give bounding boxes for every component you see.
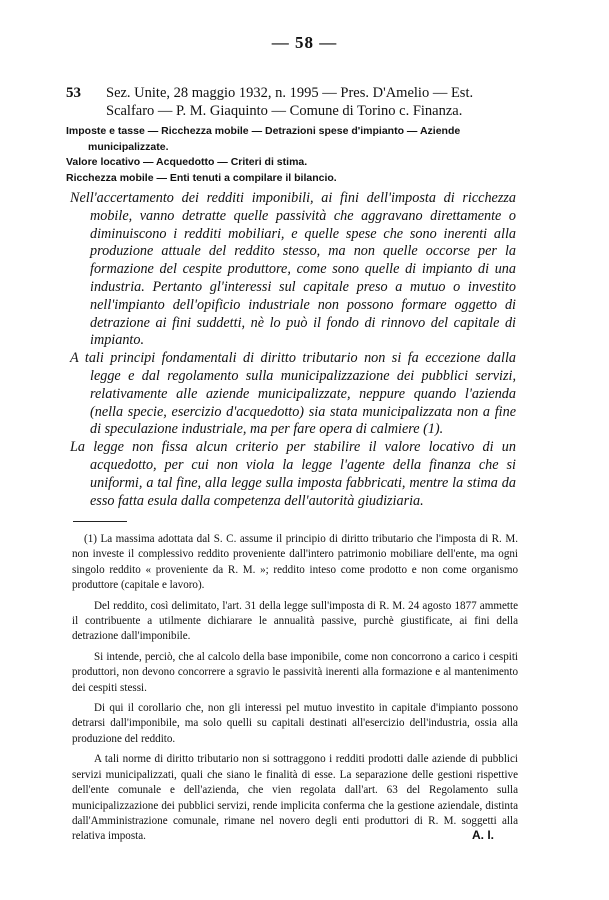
footnote-paragraph: Di qui il corollario che, non gli interessi pel mutuo investito in capitale d'impianto possono detrarsi dall'imponibile, ma solo quelli su capitali destinati all'esercizio dell'industria, ossia alla produzione del reddito. <box>72 702 518 745</box>
case-header-line-1: Sez. Unite, 28 maggio 1932, n. 1995 — Pres. D'Amelio — Est. <box>106 85 474 101</box>
subject-heading: Valore locativo — Acquedotto — Criteri di stima. <box>66 156 308 168</box>
footnote-paragraph: A tali norme di diritto tributario non si sottraggono i redditi prodotti dalle aziende di pubblici servizi municipalizzati, quali che siano le finalità di esse. La separazione delle gestioni rispettive dell'ente comunale e dell'azienda, che vien regolata dall'art. 63 del Regolamento sulla municipalizzazione dei pubblici servizi, rende implicita conferma che la gestione aziendale, distinta dall'Amministrazione comunale, rimane nel novero degli enti produttori di R. M. soggetti alla relativa imposta. <box>72 753 518 843</box>
subject-headings <box>66 124 526 186</box>
case-header-line-2: Scalfaro — P. M. Giaquinto — Comune di Torino c. Finanza. <box>106 103 463 119</box>
footnotes <box>72 532 518 850</box>
maxim-paragraph: La legge non fissa alcun criterio per stabilire il valore locativo di un acquedotto, per cui non viola la legge l'agente della finanza che si uniformi, a tal fine, alla legge sulla imposta fabbricati, mentre la stima da esso fatta esula dalla competenza dell'autorità giudiziaria. <box>70 439 516 509</box>
footnote-divider <box>73 521 127 522</box>
footnote-paragraph: Del reddito, così delimitato, l'art. 31 della legge sull'imposta di R. M. 24 agosto 1877 ammette il contribuente a utilmente dichiarare le annualità passive, purchè giustificate, ai fini della detrazione dall'imponibile. <box>72 599 518 643</box>
page-number: — 58 — <box>271 33 338 52</box>
case-header <box>66 84 526 120</box>
footnote-paragraph: (1) La massima adottata dal S. C. assume il principio di diritto tributario che l'imposta di R. M. non investe il complessivo reddito proveniente dall'intero patrimonio mobiliare dell'ente, ma ogni singolo reddito « proveniente da R. M. »; reddito inteso come prodotto e non come organismo produttore (capitale e lavoro). <box>72 533 518 592</box>
maxims <box>70 190 516 510</box>
footnote-paragraph: Si intende, perciò, che al calcolo della base imponibile, come non concorrono a carico i cespiti produttori, non devono concorrere a sgravio le passività inerenti alla formazione e al mantenimento dei cespiti stessi. <box>72 650 518 694</box>
maxim-paragraph: Nell'accertamento dei redditi imponibili, ai fini dell'imposta di ricchezza mobile, vanno detratte quelle passività che aggravano direttamente o diminuiscono i redditi mobiliari, e quelle spese che sono inerenti alla produzione attuale del reddito stesso, ma non quelle occorse per la formazione del cespite produttore, come sono quelle di impianto di una industria. Pertanto gl'interessi sul capitale preso a mutuo o investito nell'impianto dell'opificio industriale non possono formare oggetto di detrazione ai fini suddetti, nè lo può il fondo di rinnovo del capitale di impianto. <box>70 190 516 349</box>
maxim-paragraph: A tali principi fondamentali di diritto tributario non si fa eccezione dalla legge e dal regolamento sulla municipalizzazione dei pubblici servizi, relativamente alle aziende municipalizzate, neppure quando l'azienda (nella specie, esercizio d'acquedotto) sia stata municipalizzata non a fine di speculazione industriale, ma per fare opera di calmiere (1). <box>70 350 516 438</box>
subject-heading: Ricchezza mobile — Enti tenuti a compilare il bilancio. <box>66 171 337 184</box>
author-initials: A. I. <box>472 828 495 842</box>
case-number: 53 <box>66 85 81 101</box>
subject-heading: Imposte e tasse — Ricchezza mobile — Detrazioni spese d'impianto — Aziende municipalizzate. <box>66 125 461 153</box>
